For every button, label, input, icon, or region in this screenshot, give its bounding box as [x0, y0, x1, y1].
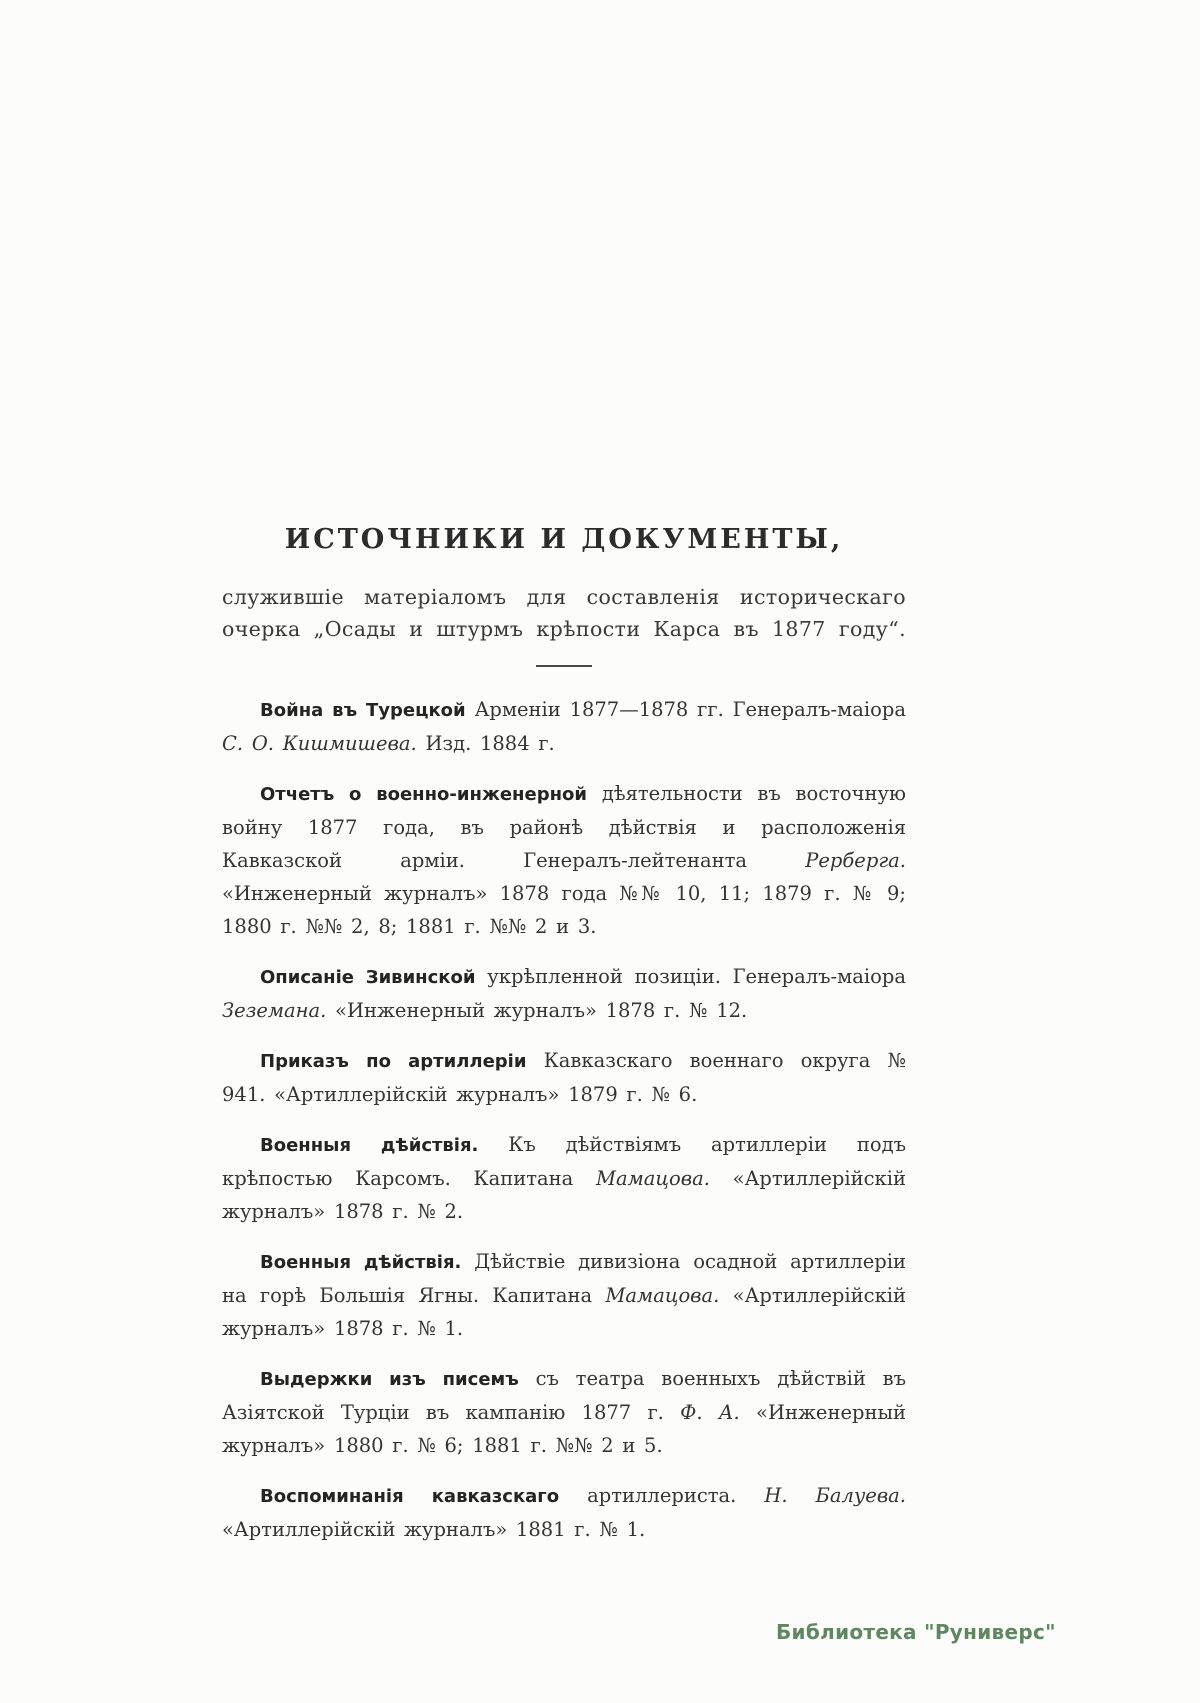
entry-run-bold: Выдержки изъ писемъ [260, 1369, 536, 1390]
entry-run-normal: Изд. 1884 г. [416, 732, 555, 755]
entry-run-bold: Описаніе Зивинской [260, 967, 488, 988]
entry-run-normal: «Артиллерійскій журналъ» 1878 г. № 2. [222, 1167, 906, 1223]
entry [222, 1128, 906, 1228]
entry-run-normal: Арменіи 1877—1878 гг. Генералъ-маіора [474, 698, 907, 721]
entry-run-normal: «Артиллерійскій журналъ» 1878 г. № 1. [222, 1284, 906, 1340]
entry-run-normal: Кавказскаго военнаго округа № 941. «Артиллерійскій журналъ» 1879 г. № 6. [222, 1049, 906, 1106]
text-block [222, 524, 906, 1563]
entry [222, 960, 906, 1027]
entry [222, 693, 906, 760]
entry-run-bold: Военныя дѣйствія. [260, 1135, 509, 1156]
entry-run-bold: Война въ Турецкой [260, 700, 475, 721]
entry-run-italic: С. О. Кишмишева. [222, 732, 417, 755]
entry-run-normal: артиллериста. [587, 1484, 765, 1507]
page-title: ИСТОЧНИКИ И ДОКУМЕНТЫ, [284, 524, 844, 555]
entry-run-normal: «Инженерный журналъ» 1878 года №№ 10, 11; 1879 г. № 9; 1880 г. №№ 2, 8; 1881 г. №№ 2 и 3. [222, 882, 906, 938]
page-subtitle: служившіе матеріаломъ для составленія историческаго очерка „Осады и штурмъ крѣпости Карса въ 1877 году“. [222, 585, 906, 641]
entry-run-italic: Мамацова. [605, 1284, 720, 1307]
entry-run-italic: Рерберга. [805, 849, 906, 872]
entry-run-normal: Дѣйствіе дивизіона осадной артиллеріи на горѣ Большія Ягны. Капитана [222, 1250, 906, 1307]
entries [222, 693, 906, 1546]
entry-run-italic: Ф. А. [680, 1401, 740, 1424]
entry-run-normal: Къ дѣйствіямъ артиллеріи подъ крѣпостью Карсомъ. Капитана [222, 1133, 906, 1190]
entry-run-italic: Зеземана. [222, 999, 327, 1022]
entry-run-normal: «Инженерный журналъ» 1880 г. № 6; 1881 г. №№ 2 и 5. [222, 1401, 906, 1457]
library-watermark: Библиотека "Руниверс" [776, 1620, 1056, 1644]
entry-run-bold: Воспоминанія кавказскаго [260, 1486, 588, 1507]
entry-run-normal: съ театра военныхъ дѣйствій въ Азіятской Турціи въ кампанію 1877 г. [222, 1367, 907, 1424]
entry [222, 1362, 906, 1462]
section-divider [536, 665, 592, 667]
entry-run-italic: Н. Балуева. [764, 1484, 906, 1507]
entry-run-bold: Приказъ по артиллеріи [260, 1051, 544, 1072]
entry-run-normal: укрѣпленной позиціи. Генералъ-маіора [487, 965, 906, 988]
entry [222, 1245, 906, 1345]
entry-run-normal: «Инженерный журналъ» 1878 г. № 12. [326, 999, 748, 1022]
entry [222, 1044, 906, 1111]
entry-run-normal: «Артиллерійскій журналъ» 1881 г. № 1. [222, 1518, 646, 1541]
entry-run-italic: Мамацова. [596, 1167, 710, 1190]
entry [222, 1479, 906, 1546]
entry-run-bold: Отчетъ о военно-инженерной [260, 784, 602, 805]
entry-run-bold: Военныя дѣйствія. [260, 1252, 475, 1273]
entry-run-normal: дѣятельности въ восточную войну 1877 года, въ районѣ дѣйствія и расположенія Кавказской арміи. Генералъ-лейтенанта [222, 782, 906, 872]
entry [222, 777, 906, 943]
